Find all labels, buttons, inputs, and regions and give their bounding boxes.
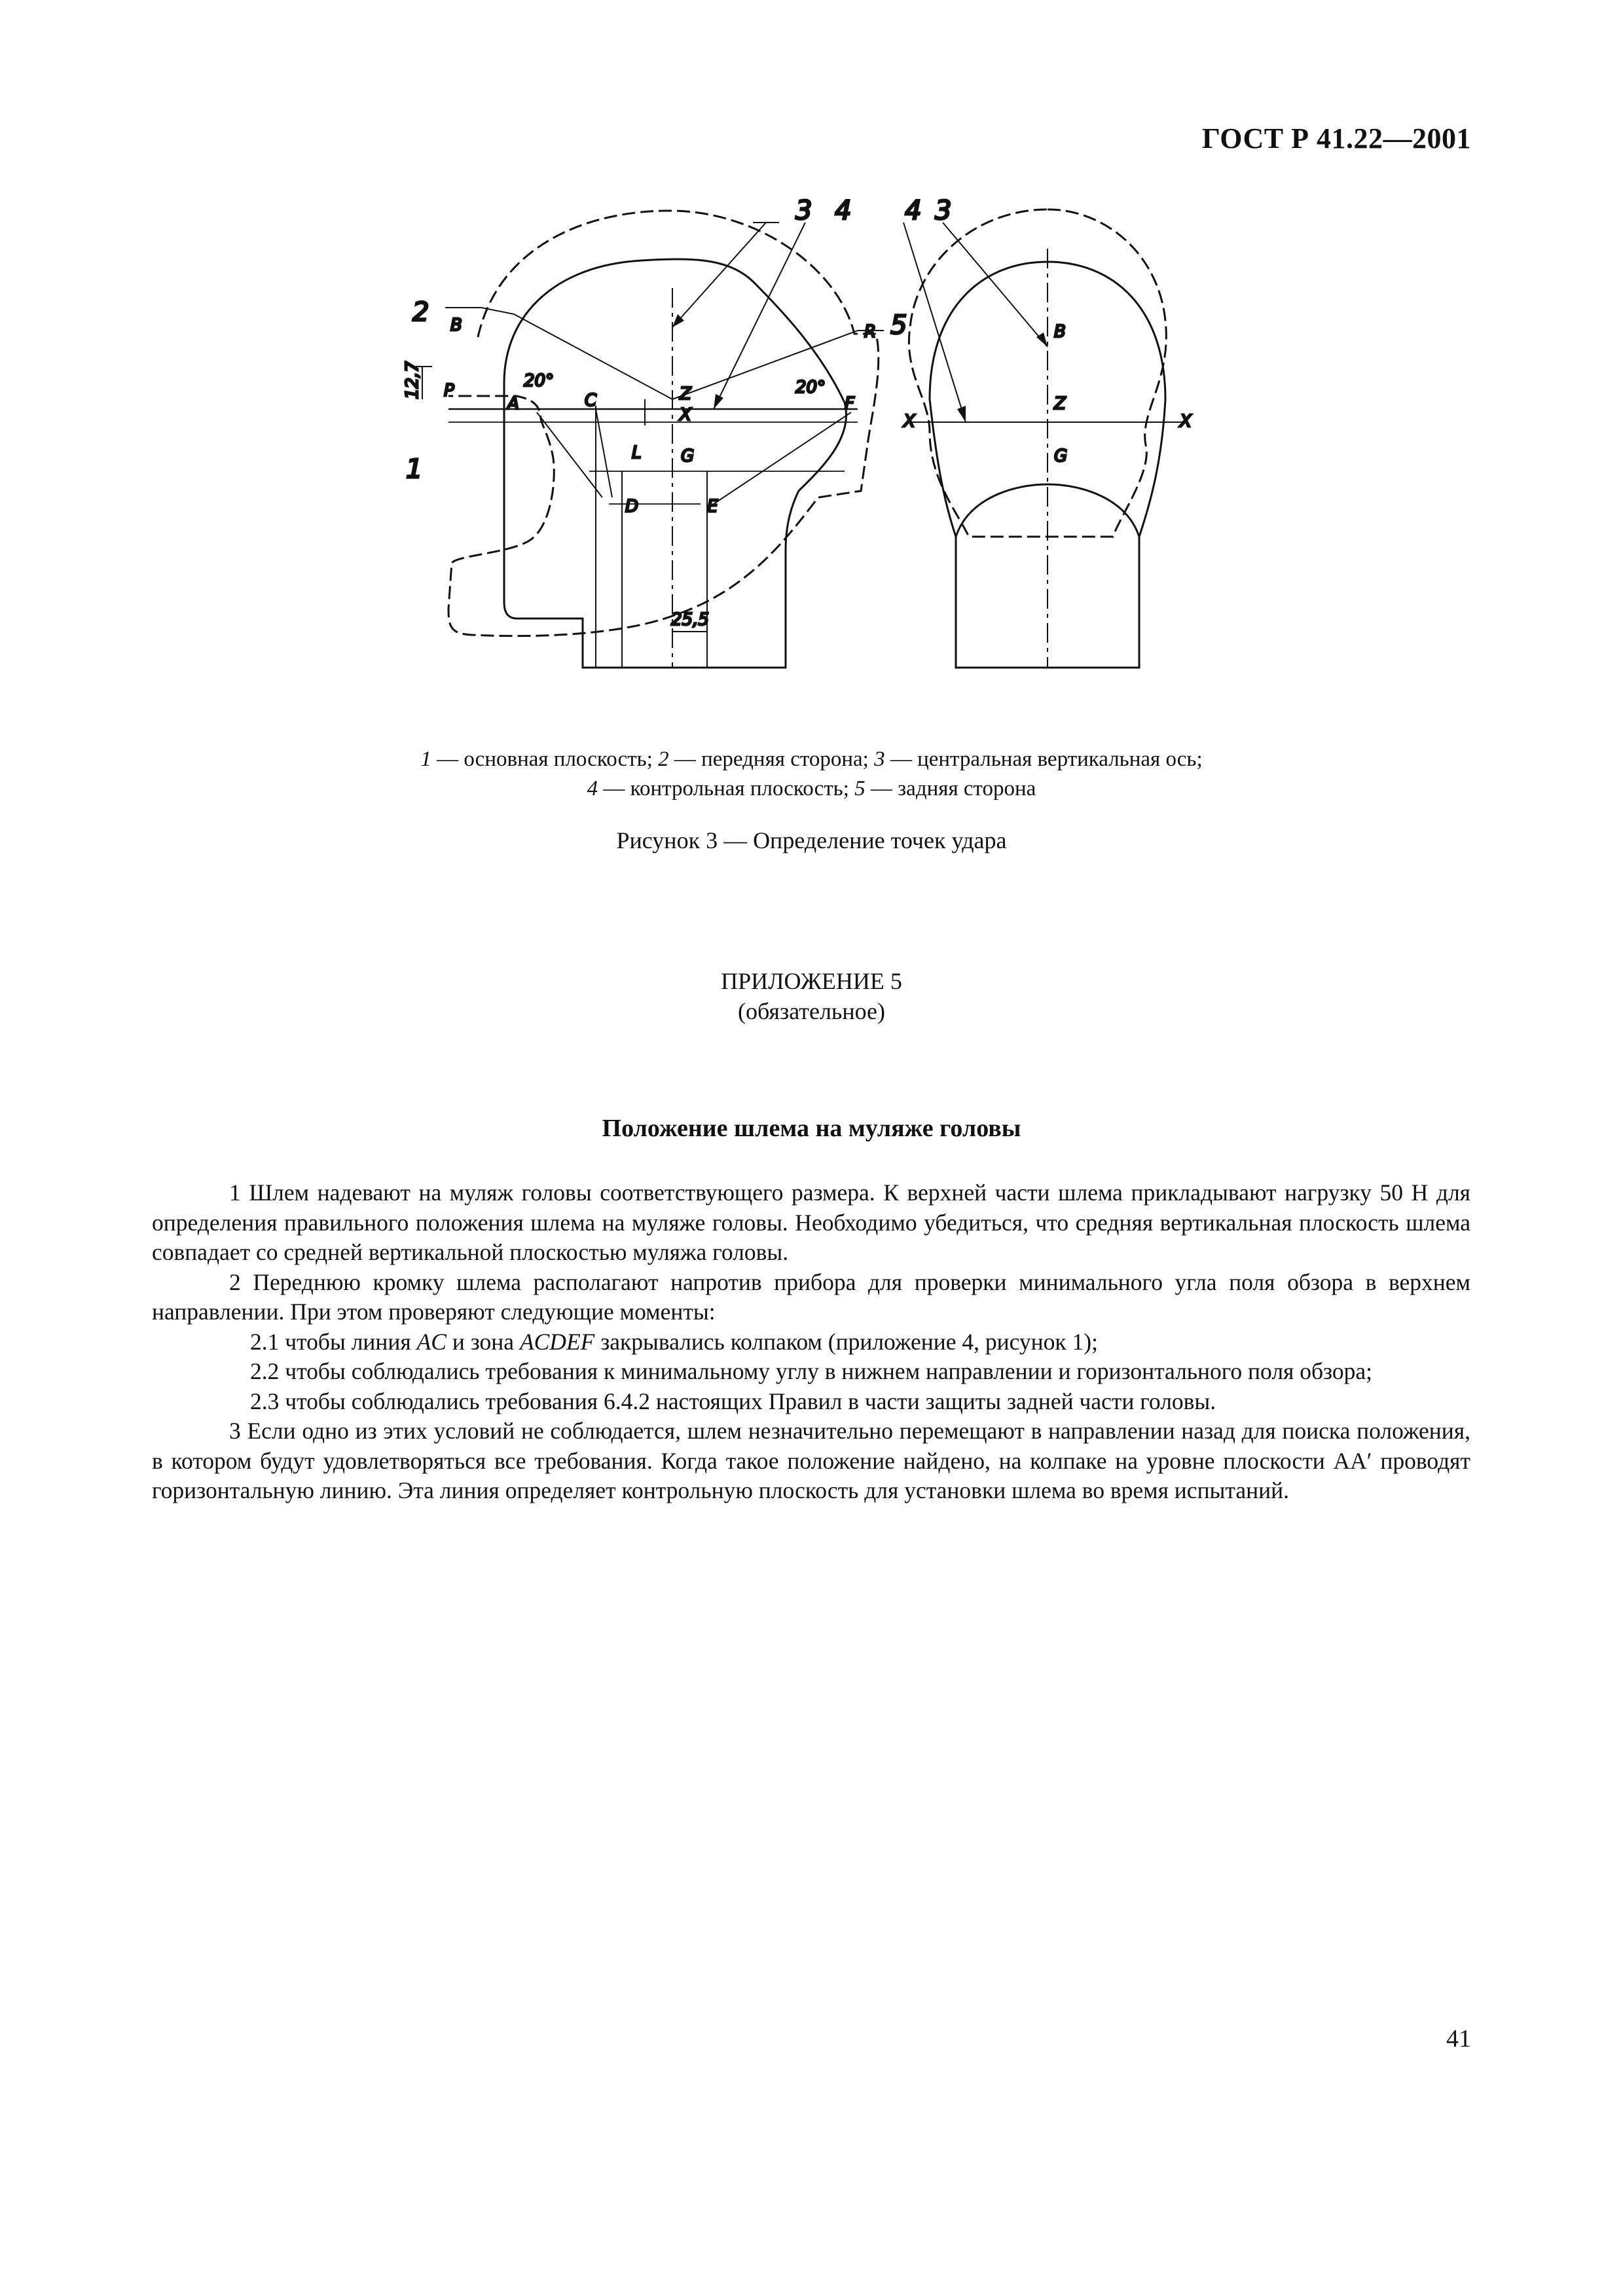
side-helmet-outline	[448, 211, 879, 636]
paragraph-1: 1 Шлем надевают на муляж головы соответствующего размера. К верхней части шлема прикладывают нагрузку 50 Н для определения правильного положения шлема на муляже головы. Необходимо убедиться, что средняя вертикальная плоскость шлема совпадает со средней вертикальной плоскостью муляжа головы.	[152, 1179, 1470, 1265]
paragraph-2-3: 2.3 чтобы соблюдались требования 6.4.2 настоящих Правил в части защиты задней части головы.	[250, 1388, 1216, 1414]
label-angle-right: 20°	[795, 378, 826, 397]
legend-line-2	[0, 774, 1623, 804]
appendix-subtitle: (обязательное)	[738, 998, 885, 1024]
label-a: A	[507, 394, 519, 414]
label-x-right-1: X	[903, 412, 915, 431]
label-4-left: 4	[835, 196, 852, 226]
label-angle-left: 20°	[524, 371, 555, 391]
figure-3-drawing	[386, 183, 1250, 681]
legend-text-4: — контрольная плоскость;	[598, 777, 855, 800]
label-z-left: Z	[680, 384, 691, 404]
p2-1-text-c: закрывались колпаком (приложение 4, рисунок 1);	[594, 1328, 1098, 1355]
label-b-left: B	[450, 315, 462, 335]
label-z-right: Z	[1054, 394, 1066, 414]
figure-legend	[0, 745, 1623, 804]
label-2: 2	[412, 297, 429, 327]
label-dim-12-7: 12,7	[403, 361, 422, 399]
legend-num-3: 3	[874, 747, 885, 771]
label-r: R	[864, 322, 877, 342]
legend-text-5: — задняя сторона	[865, 777, 1036, 800]
label-dim-25-5: 25,5	[671, 610, 709, 630]
p2-1-text-a: 2.1 чтобы линия	[250, 1328, 417, 1355]
label-x-right-2: X	[1180, 412, 1192, 431]
body-text	[152, 1178, 1470, 1506]
paragraph-2: 2 Переднюю кромку шлема располагают напротив прибора для проверки минимального угла поля обзора в верхнем направлении. При этом проверяют следующие моменты:	[152, 1268, 1470, 1325]
legend-num-5: 5	[854, 777, 866, 800]
label-g-left: G	[681, 446, 695, 466]
paragraph-2-2: 2.2 чтобы соблюдались требования к минимальному углу в нижнем направлении и горизонтального поля обзора;	[250, 1358, 1372, 1384]
label-l: L	[632, 443, 642, 463]
paragraph-3: 3 Если одно из этих условий не соблюдается, шлем незначительно перемещают в направлении назад для поиска положения, в котором будут удовлетворяться все требования. Когда такое положение найдено, на колпаке на уровне плоскости AA′ проводят горизонтальную линию. Эта линия определяет контрольную плоскость для установки шлема во время испытаний.	[152, 1418, 1470, 1503]
label-1: 1	[406, 454, 423, 484]
legend-line-1	[0, 745, 1623, 774]
front-helmet-outline	[909, 209, 1166, 537]
label-f: F	[845, 394, 854, 414]
section-title: Положение шлема на муляже головы	[602, 1115, 1021, 1142]
legend-text-2: — передняя сторона;	[668, 747, 875, 771]
label-p: P	[444, 381, 454, 401]
appendix-heading	[0, 966, 1623, 1026]
legend-num-1: 1	[420, 747, 431, 771]
label-g-right: G	[1054, 446, 1068, 466]
label-3-left: 3	[795, 196, 812, 226]
label-x-left: X	[680, 405, 691, 425]
label-d: D	[625, 497, 639, 516]
legend-num-4: 4	[587, 777, 598, 800]
label-e: E	[707, 497, 718, 516]
label-c: C	[585, 391, 597, 410]
p2-1-acdef: ACDEF	[519, 1328, 595, 1355]
label-b-right: B	[1054, 322, 1066, 342]
label-5: 5	[890, 310, 907, 340]
legend-text-3: — центральная вертикальная ось;	[884, 747, 1203, 771]
paragraph-2-1	[152, 1327, 1470, 1357]
label-4-right: 4	[905, 196, 922, 226]
appendix-title: ПРИЛОЖЕНИЕ 5	[721, 968, 902, 994]
figure-caption: Рисунок 3 — Определение точек удара	[616, 827, 1007, 853]
legend-text-1: — основная плоскость;	[431, 747, 659, 771]
p2-1-ac: AC	[416, 1328, 447, 1355]
legend-num-2: 2	[658, 747, 669, 771]
document-code: ГОСТ Р 41.22—2001	[1201, 122, 1471, 154]
page-number: 41	[1446, 2025, 1471, 2053]
p2-1-text-b: и зона	[446, 1328, 520, 1355]
label-3-right: 3	[935, 196, 952, 226]
